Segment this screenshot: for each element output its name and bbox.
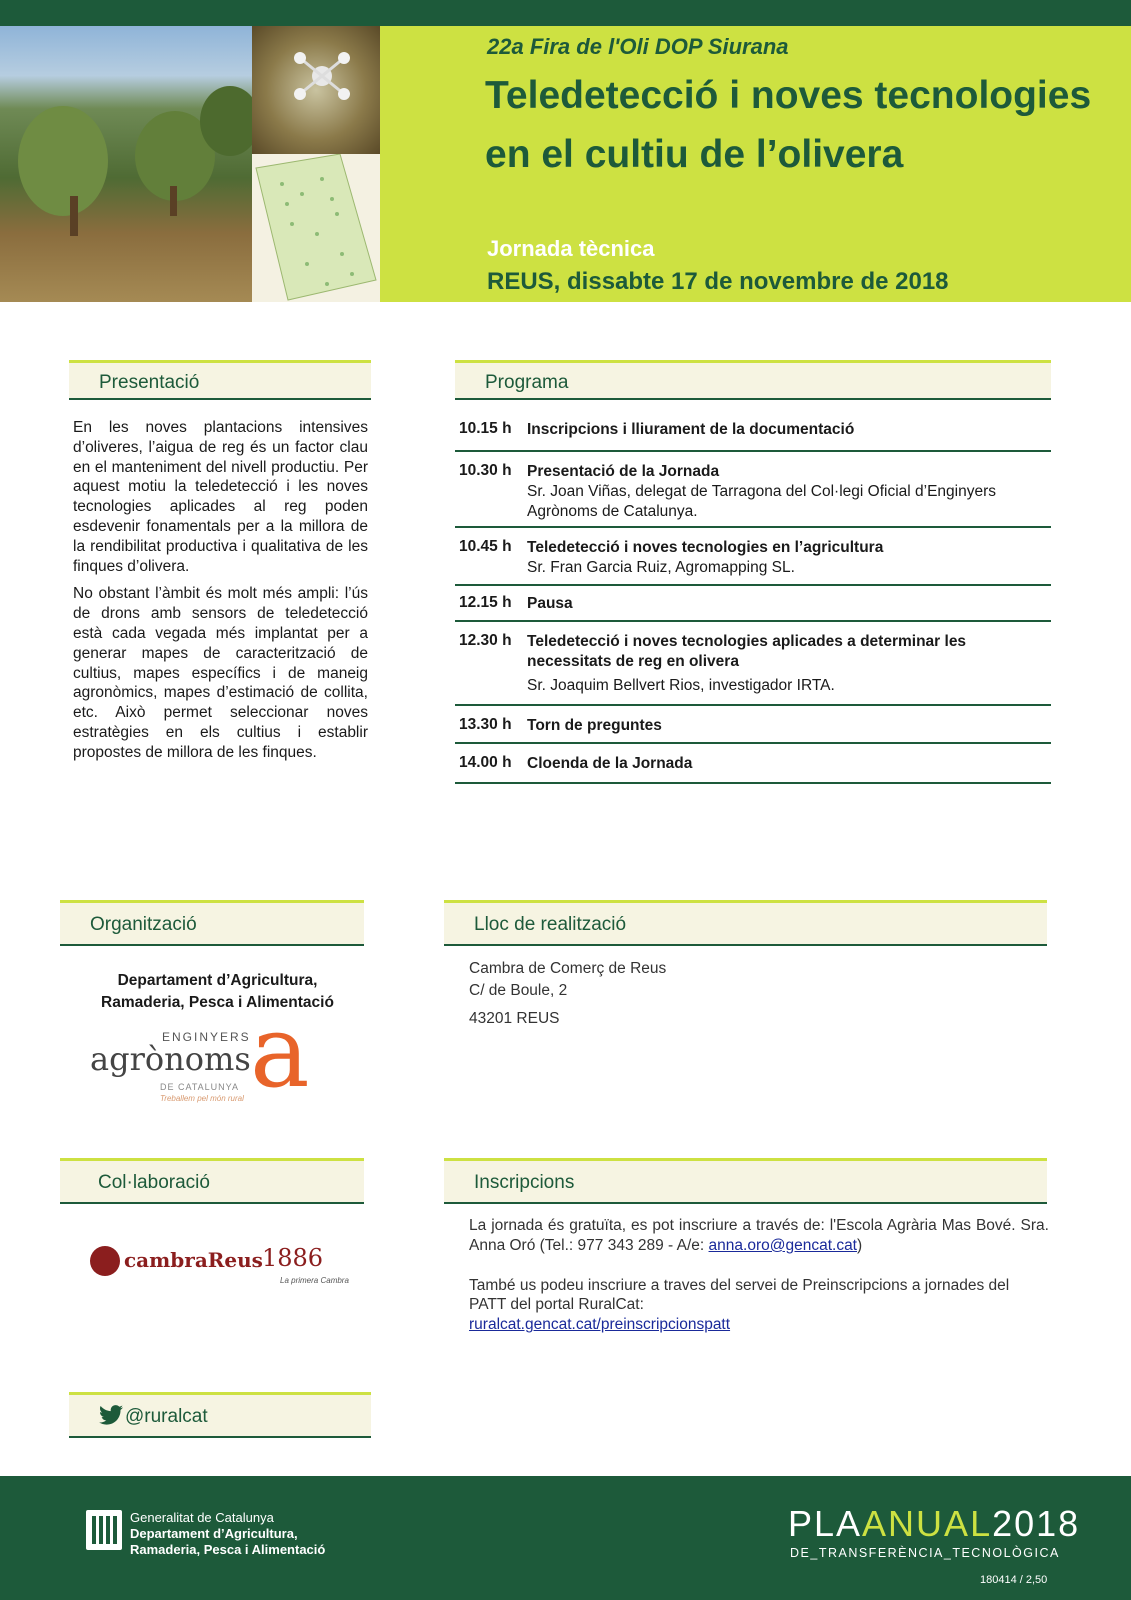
program-item	[455, 586, 1051, 622]
cambra-reus-logo	[90, 1240, 350, 1290]
program-title: Torn de preguntes	[527, 717, 662, 734]
drone-photo	[252, 26, 380, 154]
logo-text: Treballem pel món rural	[160, 1094, 244, 1103]
program-title: Inscripcions i lliurament de la documentació	[527, 421, 855, 438]
program-item	[455, 452, 1051, 528]
program-title: Presentació de la Jornada	[527, 463, 720, 480]
section-header-collaboracio	[60, 1158, 364, 1204]
email-link[interactable]: anna.oro@gencat.cat	[708, 1236, 857, 1254]
program-title: Pausa	[527, 595, 573, 612]
document-code: 180414 / 2,50	[980, 1574, 1048, 1586]
paragraph: No obstant l’àmbit és molt més ampli: l’ús de drons amb sensors de teledetecció està cada vegada més implantat per a generar mapes de caracterització de cultius, mapes específics i de maneig agronòmics, mapes d’estimació de collita, etc. Això permet seleccionar noves estratègies en els cultius i establir propostes de millora de les finques.	[73, 585, 368, 761]
inscripcions-info: )	[857, 1236, 863, 1254]
generalitat-name: Generalitat de Catalunya	[130, 1510, 274, 1525]
logo-text: PLA	[788, 1503, 863, 1544]
section-title: Lloc de realització	[474, 914, 627, 935]
logo-text: ANUAL	[862, 1503, 993, 1544]
pla-anual-logo	[788, 1503, 1080, 1545]
venue-address	[469, 958, 666, 1030]
twitter-handle[interactable]: @ruralcat	[125, 1406, 208, 1427]
cambra-logo-mark	[90, 1246, 120, 1276]
program-speaker: Sr. Joan Viñas, delegat de Tarragona del Col·legi Oficial d’Enginyers Agrònoms de Catalunya.	[527, 483, 997, 520]
program-title: Teledetecció i noves tecnologies aplicades a determinar les necessitats de reg en olivera	[527, 633, 967, 670]
department-name: Departament d’Agricultura,	[130, 1526, 298, 1541]
section-title: Programa	[485, 372, 569, 393]
logo-text: La primera Cambra	[280, 1276, 349, 1285]
event-name: 22a Fira de l'Oli DOP Siurana	[487, 34, 789, 59]
program-item	[455, 622, 1051, 706]
program-time: 10.45 h	[459, 538, 512, 555]
program-time: 13.30 h	[459, 716, 512, 733]
program-speaker: Sr. Fran Garcia Ruiz, Agromapping SL.	[527, 559, 795, 576]
generalitat-shield-icon	[86, 1510, 122, 1550]
venue-street: C/ de Boule, 2	[469, 982, 568, 999]
logo-text: agrònoms	[90, 1040, 251, 1078]
olive-grove-photo	[0, 26, 252, 302]
section-title: Col·laboració	[98, 1172, 210, 1193]
section-header-programa	[455, 360, 1051, 400]
top-bar	[0, 0, 1131, 26]
inscripcions-info: També us podeu inscriure a traves del servei de Preinscripcions a jornades del PATT del portal RuralCat:	[469, 1276, 1010, 1314]
enginyers-agronoms-logo	[90, 993, 350, 1110]
section-header-organitzacio	[60, 900, 364, 946]
program-time: 12.15 h	[459, 594, 512, 611]
program-time: 10.30 h	[459, 462, 512, 479]
section-title: Presentació	[99, 372, 200, 393]
ruralcat-link[interactable]: ruralcat.gencat.cat/preinscripcionspatt	[469, 1316, 731, 1334]
logo-year: 2018	[992, 1503, 1081, 1544]
program-title: Cloenda de la Jornada	[527, 755, 693, 772]
section-header-presentacio	[69, 360, 371, 400]
program-item	[455, 416, 1051, 452]
logo-letter: a	[250, 993, 310, 1110]
program-speaker: Sr. Joaquim Bellvert Rios, investigador IRTA.	[527, 677, 835, 694]
venue-name: Cambra de Comerç de Reus	[469, 960, 667, 977]
section-title: Inscripcions	[474, 1172, 575, 1193]
inscripcions-text	[469, 1216, 1049, 1335]
ndvi-map-image	[252, 154, 380, 302]
twitter-icon	[99, 1404, 123, 1432]
program-time: 12.30 h	[459, 632, 512, 649]
department-name: Ramaderia, Pesca i Alimentació	[130, 1542, 326, 1557]
generalitat-logo-text	[130, 1510, 325, 1558]
program-time: 14.00 h	[459, 754, 512, 771]
logo-text: cambraReus	[124, 1248, 263, 1272]
section-header-inscripcions	[444, 1158, 1047, 1204]
twitter-box	[69, 1392, 371, 1438]
program-item	[455, 744, 1051, 784]
logo-text: DE CATALUNYA	[160, 1082, 240, 1092]
organizer-department: Departament d’Agricultura, Ramaderia, Pesca i Alimentació	[101, 972, 334, 1011]
presentacio-text	[73, 418, 368, 771]
program-item	[455, 528, 1051, 586]
venue-city: 43201 REUS	[469, 1010, 560, 1027]
logo-year: 1886	[262, 1244, 324, 1272]
paragraph: En les noves plantacions intensives d’oliveres, l’aigua de reg és un factor clau en el manteniment del nivell productiu. Per aquest motiu la teledetecció i les noves tecnologies aplicades al reg poden esdevenir fonamentals per a la millora de la rendibilitat productiva i qualitativa de les finques d’olivera.	[73, 419, 368, 575]
program-time: 10.15 h	[459, 420, 512, 437]
event-date: REUS, dissabte 17 de novembre de 2018	[487, 268, 949, 295]
section-title: Organització	[90, 914, 197, 935]
program-title: Teledetecció i noves tecnologies en l’agricultura	[527, 539, 884, 556]
logo-text: ENGINYERS	[162, 1030, 251, 1044]
inscripcions-info: La jornada és gratuïta, es pot inscriure a través de: l'Escola Agrària Mas Bové. Sra. Anna Oró (Tel.: 977 343 289 - A/e:	[469, 1217, 1049, 1254]
pla-anual-subtitle: DE_TRANSFERÈNCIA_TECNOLÒGICA	[790, 1546, 1060, 1560]
section-header-lloc	[444, 900, 1047, 946]
program-item	[455, 706, 1051, 744]
event-type: Jornada tècnica	[487, 236, 655, 261]
page-title: Teledetecció i noves tecnologies en el cultiu de l’olivera	[485, 74, 1092, 176]
